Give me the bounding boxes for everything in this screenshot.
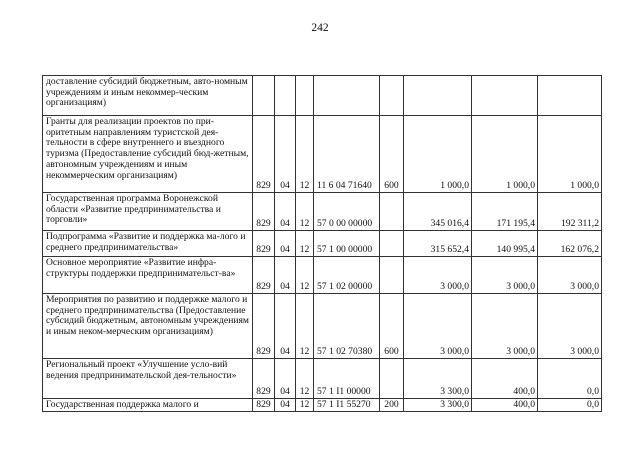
rz-cell: 04 (275, 231, 296, 257)
row-name: Гранты для реализации проектов по при-оритетным направлениям туристской дея-тельности в сфере внутреннего и въездного туризма (Предоставление субсидий бюд-жетным, автономным учреждениям и иным некоммерческим организациям) (43, 116, 253, 193)
table-row (43, 359, 602, 399)
year3-cell: 192 311,2 (538, 193, 602, 231)
rz-cell: 04 (275, 116, 296, 193)
row-name: Подпрограмма «Развитие и поддержка ма-лого и среднего предпринимательства» (43, 231, 253, 257)
pr-cell: 12 (296, 359, 314, 399)
table-row (43, 399, 602, 412)
year2-cell: 140 995,4 (472, 231, 538, 257)
rz-cell: 04 (275, 257, 296, 294)
pr-cell: 12 (296, 193, 314, 231)
year1-cell: 1 000,0 (404, 116, 472, 193)
table-row (43, 257, 602, 294)
glava-cell: 829 (253, 399, 275, 412)
row-name: Основное мероприятие «Развитие инфра-структуры поддержки предпринимательст-ва» (43, 257, 253, 294)
glava-cell: 829 (253, 193, 275, 231)
csr-cell (314, 76, 380, 116)
pr-cell: 12 (296, 399, 314, 412)
row-name: доставление субсидий бюджетным, авто-номным учреждениям и иным некоммер-ческим организациям) (43, 76, 253, 116)
row-name: Региональный проект «Улучшение усло-вий ведения предпринимательской дея-тельности» (43, 359, 253, 399)
year2-cell: 1 000,0 (472, 116, 538, 193)
table-row (43, 231, 602, 257)
glava-cell: 829 (253, 294, 275, 359)
year2-cell: 400,0 (472, 359, 538, 399)
glava-cell: 829 (253, 257, 275, 294)
table-row (43, 294, 602, 359)
year2-cell: 400,0 (472, 399, 538, 412)
budget-table (42, 75, 602, 412)
year1-cell: 315 652,4 (404, 231, 472, 257)
csr-cell: 57 1 00 00000 (314, 231, 380, 257)
vr-cell (380, 76, 404, 116)
rz-cell: 04 (275, 294, 296, 359)
rz-cell (275, 76, 296, 116)
year1-cell (404, 76, 472, 116)
vr-cell (380, 359, 404, 399)
year1-cell: 3 000,0 (404, 294, 472, 359)
year3-cell (538, 76, 602, 116)
year3-cell: 162 076,2 (538, 231, 602, 257)
vr-cell: 200 (380, 399, 404, 412)
pr-cell: 12 (296, 231, 314, 257)
vr-cell: 600 (380, 116, 404, 193)
vr-cell: 600 (380, 294, 404, 359)
year2-cell (472, 76, 538, 116)
year1-cell: 3 300,0 (404, 399, 472, 412)
year1-cell: 3 000,0 (404, 257, 472, 294)
year1-cell: 345 016,4 (404, 193, 472, 231)
year3-cell: 3 000,0 (538, 294, 602, 359)
year2-cell: 171 195,4 (472, 193, 538, 231)
year1-cell: 3 300,0 (404, 359, 472, 399)
row-name: Государственная программа Воронежской области «Развитие предпринимательства и торговли» (43, 193, 253, 231)
csr-cell: 11 6 04 71640 (314, 116, 380, 193)
year3-cell: 0,0 (538, 359, 602, 399)
table-row (43, 193, 602, 231)
year2-cell: 3 000,0 (472, 294, 538, 359)
year3-cell: 3 000,0 (538, 257, 602, 294)
csr-cell: 57 1 02 70380 (314, 294, 380, 359)
rz-cell: 04 (275, 193, 296, 231)
pr-cell: 12 (296, 257, 314, 294)
pr-cell (296, 76, 314, 116)
vr-cell (380, 257, 404, 294)
csr-cell: 57 0 00 00000 (314, 193, 380, 231)
rz-cell: 04 (275, 399, 296, 412)
pr-cell: 12 (296, 116, 314, 193)
year2-cell: 3 000,0 (472, 257, 538, 294)
csr-cell: 57 1 I1 55270 (314, 399, 380, 412)
glava-cell (253, 76, 275, 116)
year3-cell: 0,0 (538, 399, 602, 412)
row-name: Мероприятия по развитию и поддержке малого и среднего предпринимательства (Предоставление субсидий бюджетным, автономным учреждениям и иным неком-мерческим организациям) (43, 294, 253, 359)
pr-cell: 12 (296, 294, 314, 359)
vr-cell (380, 231, 404, 257)
page-number: 242 (311, 22, 329, 34)
rz-cell: 04 (275, 359, 296, 399)
year3-cell: 1 000,0 (538, 116, 602, 193)
glava-cell: 829 (253, 231, 275, 257)
csr-cell: 57 1 02 00000 (314, 257, 380, 294)
row-name: Государственная поддержка малого и (43, 399, 253, 412)
csr-cell: 57 1 I1 00000 (314, 359, 380, 399)
table-row (43, 116, 602, 193)
glava-cell: 829 (253, 116, 275, 193)
glava-cell: 829 (253, 359, 275, 399)
table-row (43, 76, 602, 116)
vr-cell (380, 193, 404, 231)
